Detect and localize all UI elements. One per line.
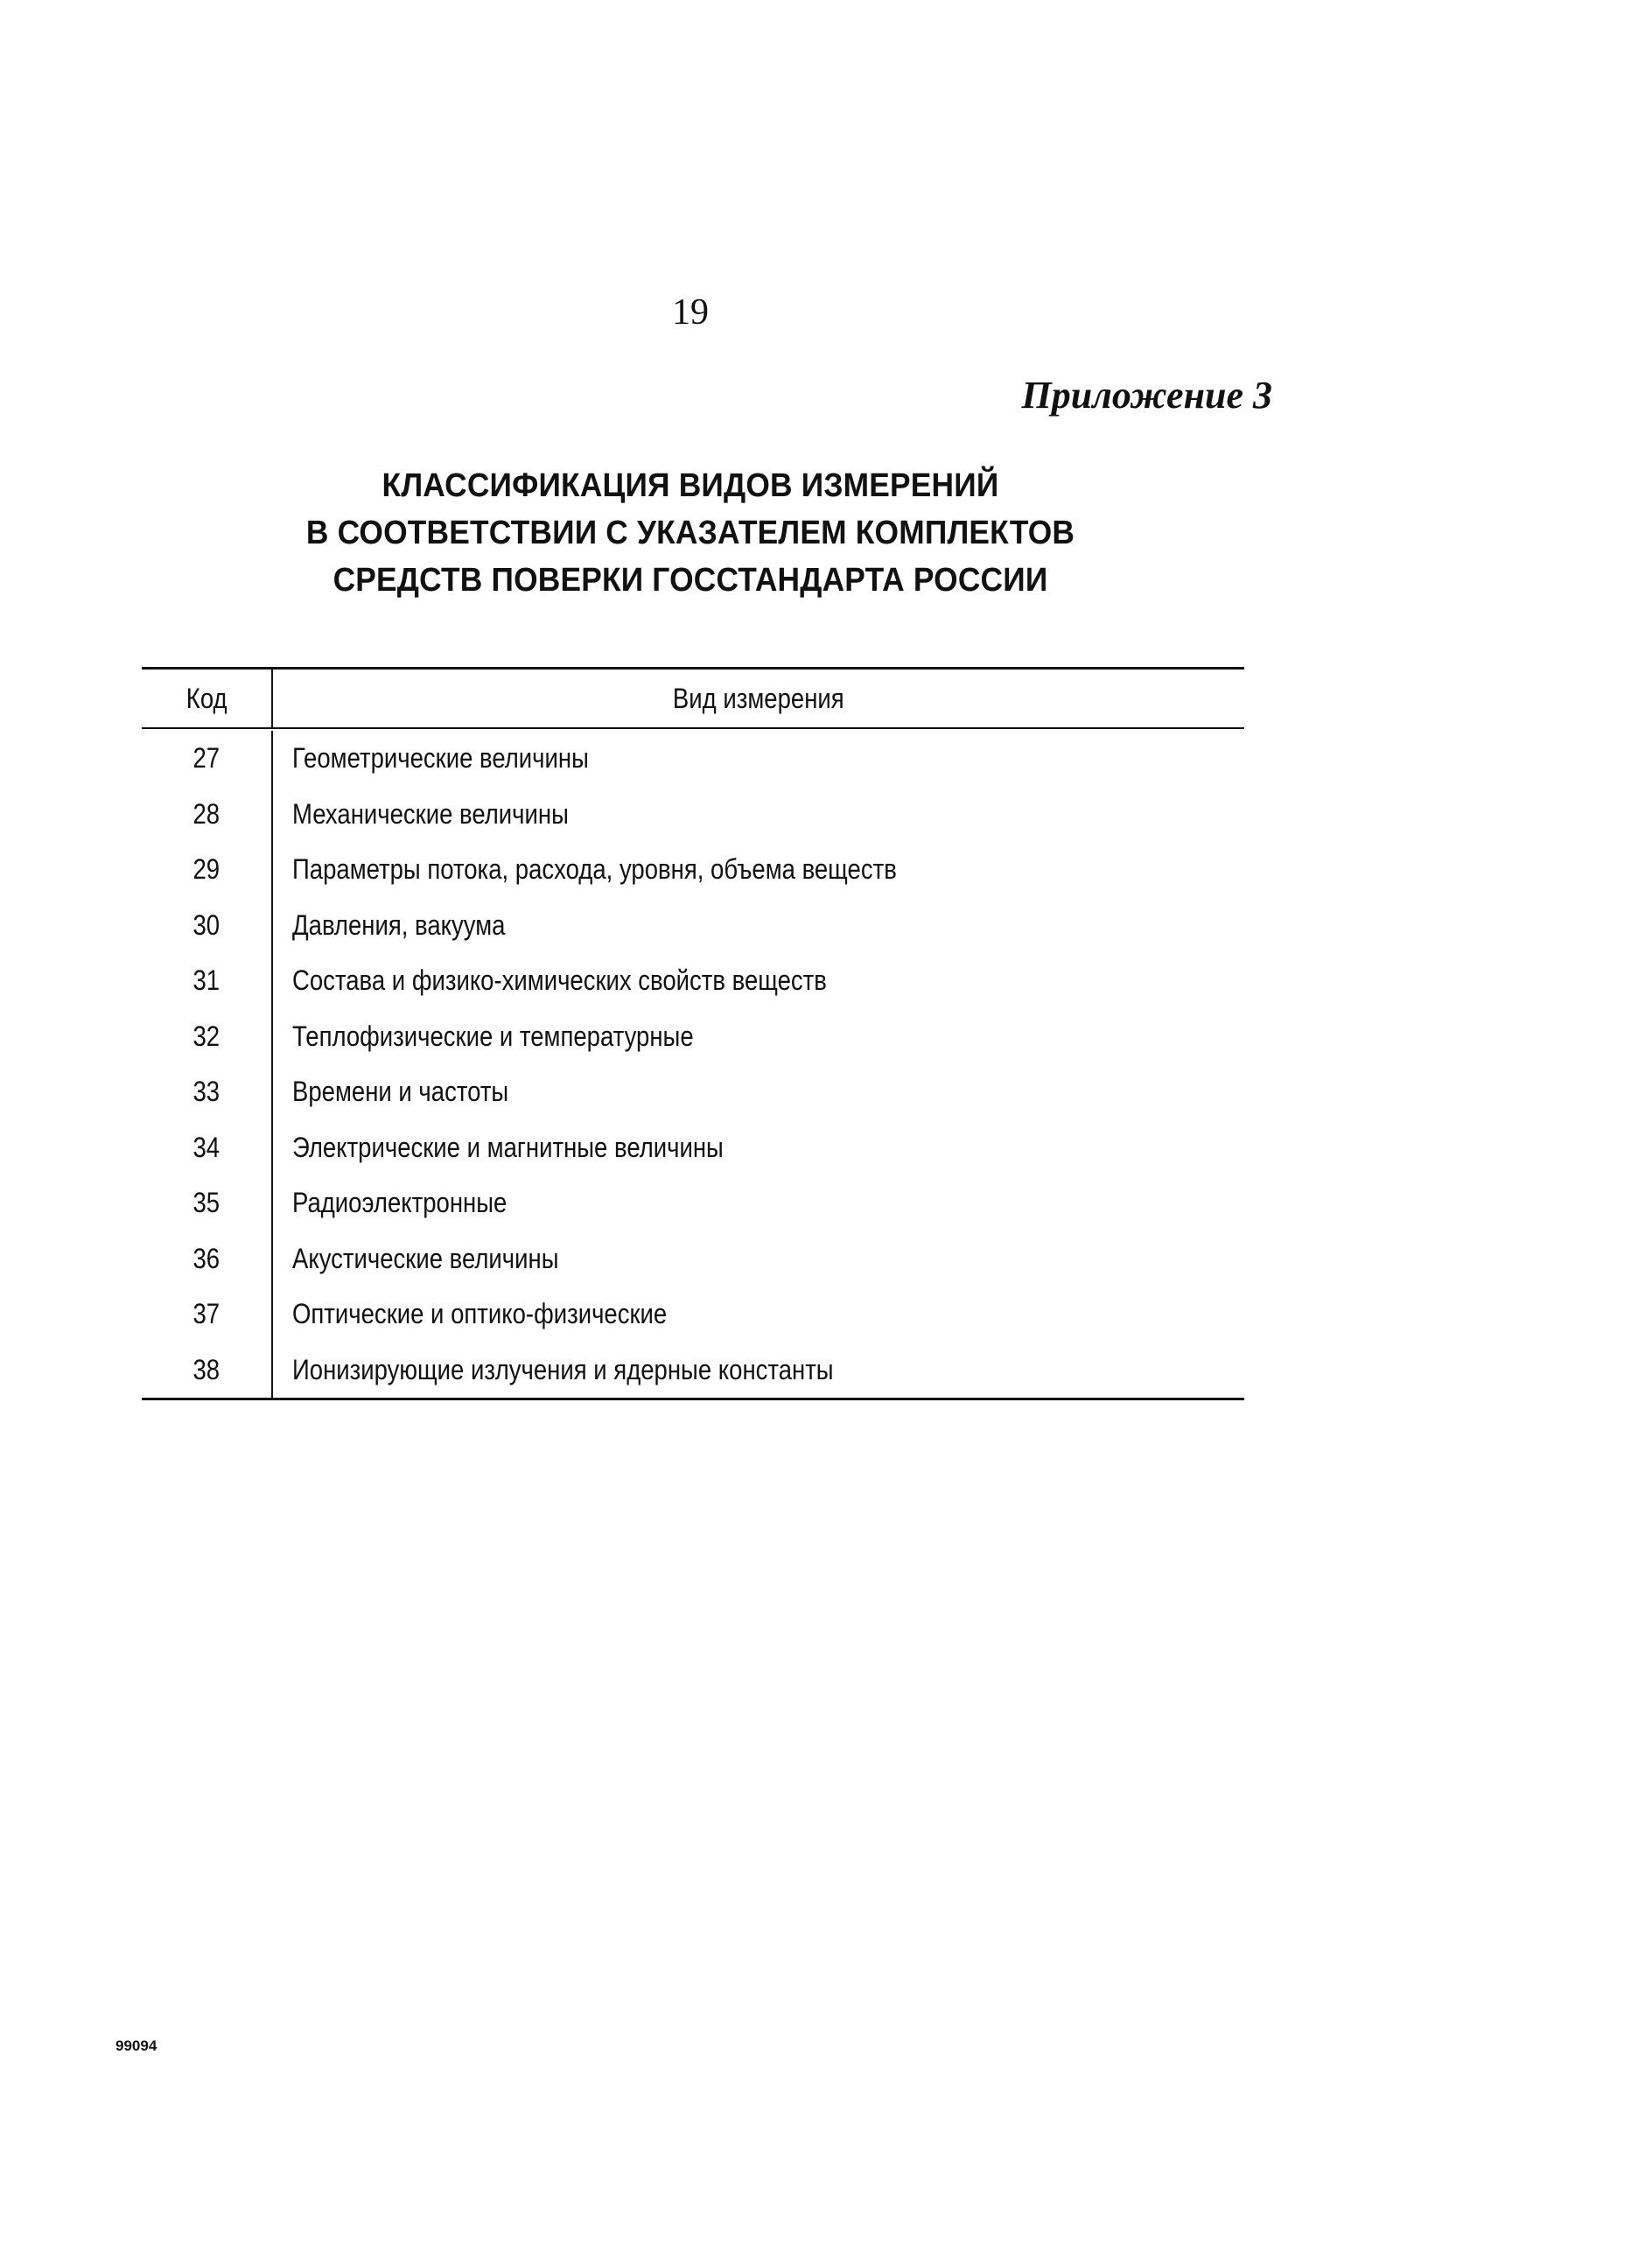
document-title: [48, 462, 1333, 604]
code-cell: [142, 842, 273, 898]
row-code: 34: [192, 1131, 220, 1163]
row-name: Радиоэлектронные: [292, 1187, 508, 1219]
code-cell: [142, 1064, 273, 1120]
name-cell: [273, 787, 1244, 843]
row-name: Давления, вакуума: [292, 908, 506, 941]
name-cell: [273, 953, 1244, 1009]
row-name: Геометрические величины: [292, 742, 589, 775]
code-cell: [142, 1343, 273, 1399]
table-row: [142, 1009, 1244, 1065]
table-row: [142, 787, 1244, 843]
table-body: [142, 729, 1244, 1398]
row-code: 35: [192, 1187, 220, 1219]
header-code: Код: [186, 682, 228, 714]
name-cell: [273, 842, 1244, 898]
appendix-label: Приложение 3: [1021, 374, 1272, 417]
code-cell: [142, 898, 273, 954]
row-name: Акустические величины: [292, 1242, 559, 1274]
table-row: [142, 1287, 1244, 1343]
footer-code: 99094: [116, 2037, 158, 2054]
header-name-cell: [273, 670, 1244, 727]
code-cell: [142, 1231, 273, 1287]
code-cell: [142, 731, 273, 787]
table-row: [142, 729, 1244, 787]
code-cell: [142, 1287, 273, 1343]
page-number: 19: [672, 292, 709, 333]
row-code: 32: [192, 1020, 220, 1052]
table-row: [142, 1231, 1244, 1287]
row-name: Состава и физико-химических свойств веществ: [292, 964, 827, 997]
name-cell: [273, 1120, 1244, 1176]
row-code: 29: [192, 853, 220, 886]
row-code: 36: [192, 1242, 220, 1274]
row-name: Электрические и магнитные величины: [292, 1131, 724, 1163]
row-name: Времени и частоты: [292, 1076, 509, 1108]
table-row: [142, 1343, 1244, 1399]
name-cell: [273, 898, 1244, 954]
row-code: 38: [192, 1353, 220, 1385]
code-cell: [142, 1175, 273, 1231]
table-row: [142, 842, 1244, 898]
name-cell: [273, 1064, 1244, 1120]
row-code: 31: [192, 964, 220, 997]
title-line-1: КЛАССИФИКАЦИЯ ВИДОВ ИЗМЕРЕНИЙ: [382, 467, 999, 504]
name-cell: [273, 1009, 1244, 1065]
table-row: [142, 953, 1244, 1009]
code-cell: [142, 787, 273, 843]
table-row: [142, 898, 1244, 954]
classification-table: [142, 667, 1244, 1400]
table-row: [142, 1175, 1244, 1231]
row-name: Механические величины: [292, 797, 569, 830]
row-code: 28: [192, 797, 220, 830]
row-code: 37: [192, 1298, 220, 1330]
table-row: [142, 1120, 1244, 1176]
name-cell: [273, 1287, 1244, 1343]
row-name: Оптические и оптико-физические: [292, 1298, 668, 1330]
code-cell: [142, 1009, 273, 1065]
title-line-3: СРЕДСТВ ПОВЕРКИ ГОССТАНДАРТА РОССИИ: [332, 562, 1048, 599]
name-cell: [273, 1231, 1244, 1287]
row-code: 27: [192, 742, 220, 775]
row-name: Параметры потока, расхода, уровня, объема веществ: [292, 853, 897, 886]
row-name: Теплофизические и температурные: [292, 1020, 694, 1052]
name-cell: [273, 1343, 1244, 1399]
code-cell: [142, 953, 273, 1009]
header-code-cell: [142, 670, 273, 727]
title-line-2: В СООТВЕТСТВИИ С УКАЗАТЕЛЕМ КОМПЛЕКТОВ: [305, 515, 1075, 551]
name-cell: [273, 731, 1244, 787]
row-name: Ионизирующие излучения и ядерные константы: [292, 1353, 834, 1385]
table-row: [142, 1064, 1244, 1120]
row-code: 33: [192, 1076, 220, 1108]
code-cell: [142, 1120, 273, 1176]
row-code: 30: [192, 908, 220, 941]
table-header-row: [142, 670, 1244, 729]
header-name: Вид измерения: [673, 682, 844, 714]
name-cell: [273, 1175, 1244, 1231]
